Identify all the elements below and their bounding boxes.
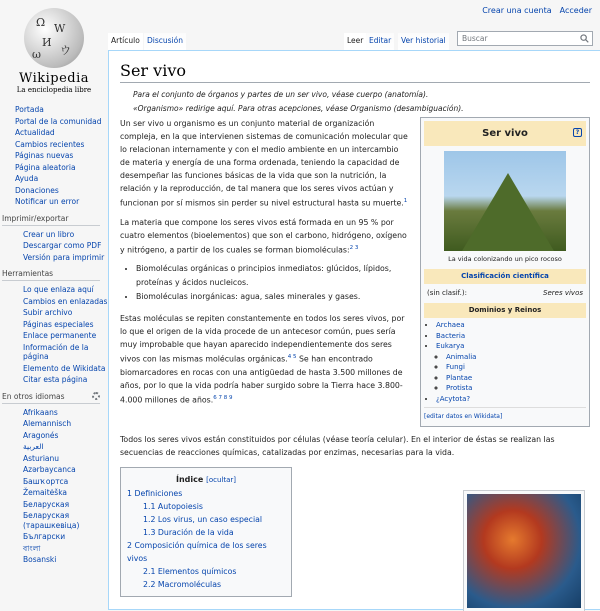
list-item: • Biomoléculas orgánicas o principios inmediatos: glúcidos, lípidos, proteínas y ácidos nucleicos.	[136, 262, 590, 290]
coral-reef-image[interactable]	[464, 491, 584, 611]
lang-item[interactable]: Žemaitėška	[23, 488, 68, 497]
sidebar-print	[2, 213, 108, 264]
tab-history[interactable]: Ver historial	[398, 33, 449, 50]
sidebar-item-crear-libro[interactable]: Crear un libro	[23, 229, 75, 239]
tab-talk[interactable]: Discusión	[144, 33, 186, 50]
sidebar	[0, 104, 108, 572]
table-of-contents	[120, 467, 292, 597]
sidebar-item-nuevas[interactable]: Páginas nuevas	[15, 151, 74, 160]
image-caption: La vida colonizando un pico rocoso	[448, 255, 562, 263]
sidebar-tools	[2, 269, 108, 386]
sidebar-item-donaciones[interactable]: Donaciones	[15, 185, 59, 195]
rank-row: (sin clasif.): Seres vivos	[427, 289, 583, 297]
lang-item[interactable]: Български	[23, 532, 66, 541]
lang-item[interactable]: Беларуская (тарашкевіца)	[23, 511, 80, 530]
paragraph: Estas moléculas se repiten constantemente en todos los seres vivos, por lo que el origen de la vida procede de un antecesor común, pues sería muy improbable que hayan aparecido independientemente dos seres vivos con las mismas moléculas orgánicas.$^{4 5}$ Se han encontrado biomarcadores en rocas con una antigüedad de hasta 3.500 millones de años, por lo que la vida podría haber surgido sobre la Tierra hace 3.800-4.000 millones de años.$^{6 7 8 9}$	[120, 314, 405, 405]
sidebar-item-especiales[interactable]: Páginas especiales	[23, 319, 94, 329]
domains-header: Dominios y Reinos	[424, 303, 586, 318]
hatnote: «Organismo» redirige aquí. Para otras acepciones, véase Organismo (desambiguación).	[133, 104, 464, 113]
lang-item[interactable]: Башҡортса	[23, 476, 69, 486]
sidebar-item-portal[interactable]: Portal de la comunidad	[15, 116, 102, 126]
sidebar-item-subir[interactable]: Subir archivo	[23, 308, 73, 317]
domain-item[interactable]: ¿Acytota?	[436, 394, 471, 403]
lang-item[interactable]: বাংলা	[23, 543, 41, 553]
tab-article[interactable]: Artículo	[108, 33, 143, 50]
page-title: Ser vivo	[120, 61, 590, 83]
toc-item[interactable]: 2.2 Macromoléculas	[143, 580, 222, 589]
lang-item[interactable]: Bosanski	[23, 555, 57, 564]
lang-item[interactable]: Asturianu	[23, 453, 60, 463]
sidebar-item-portada[interactable]: Portada	[15, 105, 44, 114]
sidebar-item-cambios[interactable]: Cambios recientes	[15, 139, 85, 149]
create-account-link[interactable]: Crear una cuenta	[482, 6, 552, 15]
toc-item[interactable]: 1.3 Duración de la vida	[143, 528, 234, 537]
infobox-title: Ser vivo ?	[424, 121, 586, 146]
lang-item[interactable]: Aragonés	[23, 430, 59, 440]
sidebar-item-actualidad[interactable]: Actualidad	[15, 128, 55, 137]
lang-item[interactable]: Afrikaans	[23, 407, 58, 417]
sidebar-item-aleatoria[interactable]: Página aleatoria	[15, 162, 76, 172]
toc-item[interactable]: 1 Definiciones	[127, 489, 183, 498]
toc-toggle[interactable]: [ocultar]	[206, 476, 236, 484]
sidebar-item-pdf[interactable]: Descargar como PDF	[23, 241, 102, 250]
personal-tools	[482, 6, 592, 15]
toc-item[interactable]: 2.1 Elementos químicos	[143, 567, 237, 576]
login-link[interactable]: Acceder	[559, 6, 592, 15]
paragraph: Un ser vivo u organismo es un conjunto material de organización compleja, en la que intervienen sistemas de comunicación molecular que lo relacionan internamente y con el medio ambiente en un intercambio de materia y energía de una forma ordenada, teniendo la capacidad de desempeñar las funciones básicas de la vida que son la nutrición, la relación y la reproducción, de tal manera que los seres vivos actúan y funcionan por sí mismos sin perder su nivel estructural hasta su muerte.$^1$	[120, 119, 408, 208]
search-placeholder: Buscar	[462, 34, 488, 43]
rocky-peak-image[interactable]	[444, 151, 566, 251]
sidebar-item-citar[interactable]: Citar esta página	[23, 375, 88, 384]
sidebar-item-enlaza[interactable]: Lo que enlaza aquí	[23, 285, 94, 294]
gear-icon[interactable]	[92, 392, 100, 400]
toc-item[interactable]: 2 Composición química de los seres vivos	[127, 541, 267, 563]
sidebar-item-imprimir[interactable]: Versión para imprimir	[23, 252, 105, 262]
sidebar-item-permanente[interactable]: Enlace permanente	[23, 331, 97, 340]
taxobox	[420, 117, 590, 427]
kingdom-item[interactable]: Animalia	[446, 352, 477, 361]
globe-icon: Ω W И ウ ω	[24, 8, 84, 68]
list-item: • Biomoléculas inorgánicas: agua, sales minerales y gases.	[136, 290, 590, 304]
sidebar-item-notificar[interactable]: Notificar un error	[15, 197, 80, 206]
domain-item[interactable]: Bacteria	[436, 331, 466, 340]
search-input[interactable]	[457, 31, 593, 46]
wikipedia-logo[interactable]	[10, 8, 98, 94]
tab-edit[interactable]: Editar	[366, 33, 394, 50]
sidebar-item-info[interactable]: Información de la página	[23, 342, 89, 361]
sidebar-navigation	[15, 104, 108, 208]
lang-item[interactable]: Azərbaycanca	[23, 465, 76, 474]
sidebar-languages	[2, 391, 108, 566]
paragraph: Todos los seres vivos están constituidos por células (véase teoría celular). En el interior de éstas se realizan las secuencias de reacciones químicas, catalizadas por enzimas, necesarias para la vida.	[120, 435, 555, 457]
paragraph: La materia que compone los seres vivos está formada en un 95 % por cuatro elementos (bioelementos) que son el carbono, hidrógeno, oxígeno y nitrógeno, a partir de los cuales se forman biomoléculas:$^{2 3}$	[120, 217, 407, 255]
tools-heading[interactable]: Herramientas	[2, 269, 100, 281]
kingdom-item[interactable]: Fungi	[446, 363, 465, 371]
search-icon[interactable]	[580, 34, 589, 43]
wikidata-edit-link[interactable]: [editar datos en Wikidata]	[424, 413, 503, 420]
print-heading[interactable]: Imprimir/exportar	[2, 214, 100, 226]
toc-item[interactable]: 1.2 Los virus, un caso especial	[143, 515, 263, 524]
sidebar-item-cambios-enlazadas[interactable]: Cambios en enlazadas	[23, 296, 108, 306]
toc-title: Índice [ocultar]	[176, 475, 236, 484]
sidebar-item-ayuda[interactable]: Ayuda	[15, 174, 39, 183]
lang-item[interactable]: Беларуская	[23, 499, 70, 509]
lang-item[interactable]: العربية	[23, 442, 44, 451]
main-content	[108, 50, 600, 610]
logo-wordmark: Wikipedia	[18, 71, 90, 86]
domain-item[interactable]: Eukarya	[436, 342, 465, 350]
tab-read[interactable]: Leer	[344, 33, 366, 50]
hatnote: Para el conjunto de órganos y partes de un ser vivo, véase cuerpo (anatomía).	[133, 90, 429, 99]
sidebar-item-wikidata[interactable]: Elemento de Wikidata	[23, 363, 106, 373]
classification-header[interactable]: Clasificación científica	[424, 269, 586, 284]
kingdom-item[interactable]: Protista	[446, 384, 473, 392]
domain-item[interactable]: Archaea	[436, 321, 465, 329]
lang-item[interactable]: Alemannisch	[23, 419, 72, 428]
logo-tagline: La enciclopedia libre	[16, 86, 92, 94]
languages-heading[interactable]: En otros idiomas	[2, 392, 100, 404]
toc-item[interactable]: 1.1 Autopoiesis	[143, 502, 203, 511]
help-icon[interactable]: ?	[573, 128, 582, 137]
kingdom-item[interactable]: Plantae	[446, 373, 473, 382]
